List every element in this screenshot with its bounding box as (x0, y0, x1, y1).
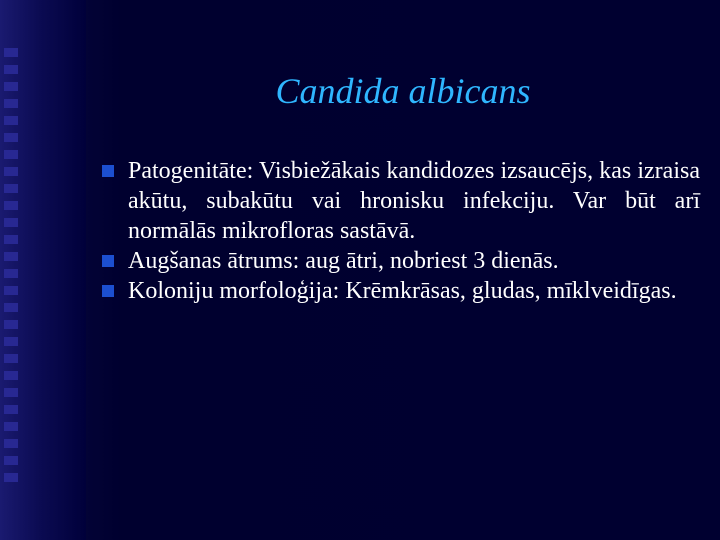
list-item (100, 156, 700, 246)
bullet-text: Koloniju morfoloģija: Krēmkrāsas, gludas, mīklveidīgas. (128, 278, 677, 304)
bullet-text: Augšanas ātrums: aug ātri, nobriest 3 dienās. (128, 248, 559, 274)
decorative-squares (4, 48, 18, 488)
bullet-text: Patogenitāte: Visbiežākais kandidozes izsaucējs, kas izraisa akūtu, subakūtu vai hronisku infekciju. Var būt arī normālās mikrofloras sastāvā. (128, 158, 700, 244)
slide-title: Candida albicans (275, 71, 531, 111)
square-bullet-icon (102, 285, 114, 297)
bullet-list (100, 156, 700, 306)
list-item (100, 246, 700, 276)
decorative-side-strip (0, 0, 86, 540)
list-item (100, 276, 700, 306)
square-bullet-icon (102, 255, 114, 267)
square-bullet-icon (102, 165, 114, 177)
